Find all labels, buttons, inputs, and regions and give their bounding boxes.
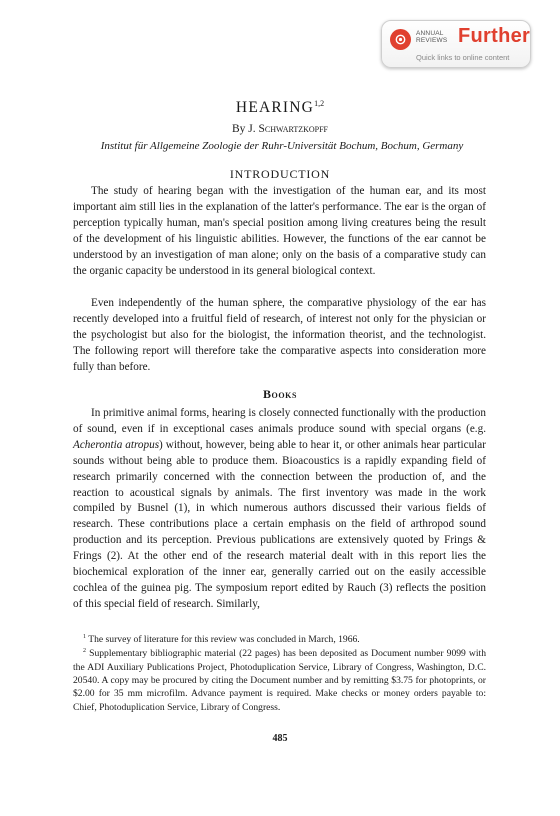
intro-paragraph-1: The study of hearing began with the investigation of the human ear, and its most important aim still lies in the explanation of the latter's performance. The ear is the organ of perception typically human, man's special position among living creatures being the result of the development of his linguistic abilities. However, the functions of the ear cannot be understood by an investigation of man alone; only on the basis of a comparative study can the organic capacity be understood in its general biological context.: [73, 185, 486, 277]
author-by: By J.: [231, 123, 259, 135]
footnote-2-text: Supplementary bibliographic material (22 pages) has been deposited as Document number 9099 with the ADI Auxiliary Publications Project, Photoduplication Service, Library of Congress, Washington, D.C. 20540. A copy may be procured by citing the Document number and by remitting $3.75 for photoprints, or $2.00 for 35 mm microfilm. Advance payment is required. Make checks or money orders payable to: Chief, Photoduplication Service, Library of Congress.: [73, 648, 486, 713]
banner-subtitle: Quick links to online content: [416, 53, 510, 62]
books-text-part-2: ) without, however, being able to hear it, or other animals hear particular sounds without being able to produce them. Bioacoustics is a rapidly expanding field of research primarily concerned with the connection between the production of, and the reaction to acoustical signals by animals. The first inventory was made in the work compiled by Busnel (1), in which numerous authors discussed their various fields of research. These contributions place a certain emphasis on the field of arthropod sound production and its perception. Previous publications are extensively quoted by Frings & Frings (2). At the other end of the research material dealt with in this report lies the biochemical exploration of the inner ear, generally carried out on the easily accessible cochlea of the guinea pig. The symposium report edited by Rauch (3) reflects the position of this special field of research. Similarly,: [73, 438, 486, 610]
footnote-2: [73, 645, 486, 714]
footnote-1-text: The survey of literature for this review was concluded in March, 1966.: [88, 634, 360, 646]
intro-paragraph-2: Even independently of the human sphere, the comparative physiology of the ear has recently developed into a fruitful field of research, of interest not only for the physician or the psychologist but also for the biologist, the information theorist, and the technologist. The following report will therefore take the comparative aspects into consideration more fully than before.: [73, 297, 486, 373]
footnote-1-mark: 1: [83, 634, 86, 640]
banner-annual-label: ANNUAL: [416, 30, 444, 37]
author-affiliation: Institut für Allgemeine Zoologie der Ruhr-Universität Bochum, Bochum, Germany: [100, 140, 464, 152]
banner-reviews-label: REVIEWS: [416, 37, 448, 44]
books-paragraph: [73, 406, 486, 613]
section-heading-introduction: INTRODUCTION: [229, 167, 331, 181]
further-reading-banner[interactable]: [381, 20, 531, 68]
species-name: Acherontia atropus: [73, 438, 160, 451]
author-name: Schwartzkopff: [258, 123, 328, 135]
footnote-2-mark: 2: [83, 648, 86, 654]
books-text-part-1: In primitive animal forms, hearing is closely connected functionally with the production of sound, even if in exceptional cases animals produce sound with special organs (e.g.: [73, 407, 486, 435]
page-number: 485: [272, 733, 288, 744]
author-line: [0, 123, 560, 135]
article-title-text: HEARING: [235, 99, 315, 117]
banner-further-label: Further: [458, 25, 531, 47]
annual-reviews-logo-icon: [390, 29, 411, 50]
article-title: [0, 99, 560, 117]
section-heading-books: Books: [262, 387, 298, 401]
title-footnote-marks: 1,2: [314, 99, 325, 108]
